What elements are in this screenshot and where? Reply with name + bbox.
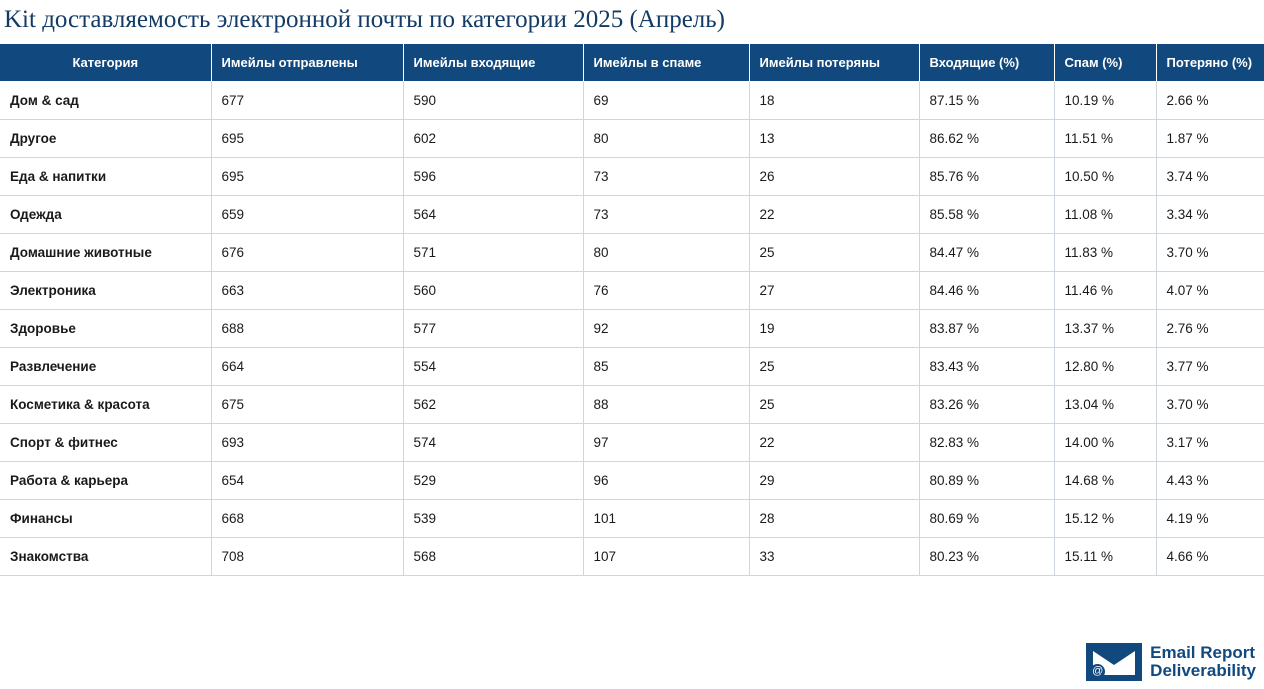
cell-category: Финансы [0,499,211,537]
table-row [0,309,1264,347]
cell-spam-percent: 11.46 % [1054,271,1156,309]
table-row [0,499,1264,537]
cell-emails-lost: 19 [749,309,919,347]
cell-emails-sent: 668 [211,499,403,537]
cell-category: Косметика & красота [0,385,211,423]
cell-inbox-percent: 80.69 % [919,499,1054,537]
cell-emails-sent: 695 [211,119,403,157]
at-symbol: @ [1092,665,1104,677]
cell-emails-spam: 73 [583,157,749,195]
cell-category: Знакомства [0,537,211,575]
cell-emails-spam: 107 [583,537,749,575]
cell-emails-inbox: 571 [403,233,583,271]
cell-emails-inbox: 539 [403,499,583,537]
cell-emails-inbox: 554 [403,347,583,385]
table-row [0,385,1264,423]
cell-lost-percent: 3.17 % [1156,423,1264,461]
cell-emails-spam: 92 [583,309,749,347]
cell-lost-percent: 1.87 % [1156,119,1264,157]
table-header-row [0,44,1264,82]
cell-spam-percent: 15.11 % [1054,537,1156,575]
column-header-emails-inbox[interactable]: Имейлы входящие [403,44,583,82]
table-row [0,157,1264,195]
cell-category: Развлечение [0,347,211,385]
cell-spam-percent: 10.50 % [1054,157,1156,195]
cell-inbox-percent: 83.43 % [919,347,1054,385]
table-row [0,119,1264,157]
cell-emails-sent: 659 [211,195,403,233]
cell-emails-sent: 693 [211,423,403,461]
cell-emails-inbox: 562 [403,385,583,423]
cell-emails-sent: 708 [211,537,403,575]
cell-lost-percent: 4.66 % [1156,537,1264,575]
footer-logo [1086,643,1256,681]
table-row [0,461,1264,499]
table-row [0,271,1264,309]
cell-emails-spam: 85 [583,347,749,385]
cell-emails-spam: 88 [583,385,749,423]
cell-emails-sent: 676 [211,233,403,271]
cell-category: Спорт & фитнес [0,423,211,461]
cell-emails-spam: 97 [583,423,749,461]
cell-emails-sent: 664 [211,347,403,385]
cell-emails-sent: 688 [211,309,403,347]
cell-emails-inbox: 560 [403,271,583,309]
cell-inbox-percent: 83.26 % [919,385,1054,423]
cell-category: Дом & сад [0,81,211,119]
cell-category: Другое [0,119,211,157]
cell-emails-inbox: 596 [403,157,583,195]
cell-inbox-percent: 84.47 % [919,233,1054,271]
column-header-category[interactable]: Категория [0,44,211,82]
cell-inbox-percent: 80.23 % [919,537,1054,575]
cell-emails-lost: 13 [749,119,919,157]
column-header-inbox-percent[interactable]: Входящие (%) [919,44,1054,82]
cell-lost-percent: 2.76 % [1156,309,1264,347]
table-row [0,233,1264,271]
page-title: Kit доставляемость электронной почты по категории 2025 (Апрель) [4,6,725,33]
email-envelope-icon [1086,643,1142,681]
cell-emails-lost: 25 [749,385,919,423]
cell-lost-percent: 2.66 % [1156,81,1264,119]
cell-lost-percent: 3.74 % [1156,157,1264,195]
cell-emails-spam: 101 [583,499,749,537]
cell-lost-percent: 3.77 % [1156,347,1264,385]
cell-emails-spam: 80 [583,233,749,271]
cell-emails-lost: 25 [749,233,919,271]
cell-category: Домашние животные [0,233,211,271]
cell-inbox-percent: 86.62 % [919,119,1054,157]
cell-emails-inbox: 529 [403,461,583,499]
cell-spam-percent: 11.51 % [1054,119,1156,157]
cell-inbox-percent: 84.46 % [919,271,1054,309]
column-header-spam-percent[interactable]: Спам (%) [1054,44,1156,82]
cell-spam-percent: 13.04 % [1054,385,1156,423]
cell-emails-sent: 654 [211,461,403,499]
cell-lost-percent: 4.43 % [1156,461,1264,499]
cell-inbox-percent: 80.89 % [919,461,1054,499]
cell-emails-lost: 22 [749,195,919,233]
cell-lost-percent: 3.34 % [1156,195,1264,233]
cell-category: Здоровье [0,309,211,347]
cell-category: Одежда [0,195,211,233]
logo-line-2: Deliverability [1150,661,1256,680]
cell-spam-percent: 11.83 % [1054,233,1156,271]
cell-spam-percent: 13.37 % [1054,309,1156,347]
cell-emails-spam: 96 [583,461,749,499]
cell-emails-lost: 28 [749,499,919,537]
table-body [0,81,1264,575]
cell-inbox-percent: 85.76 % [919,157,1054,195]
table-row [0,195,1264,233]
cell-emails-lost: 22 [749,423,919,461]
column-header-lost-percent[interactable]: Потеряно (%) [1156,44,1264,82]
cell-spam-percent: 12.80 % [1054,347,1156,385]
cell-emails-spam: 80 [583,119,749,157]
column-header-emails-lost[interactable]: Имейлы потеряны [749,44,919,82]
cell-lost-percent: 3.70 % [1156,385,1264,423]
table-header [0,44,1264,82]
cell-lost-percent: 3.70 % [1156,233,1264,271]
cell-spam-percent: 15.12 % [1054,499,1156,537]
cell-emails-sent: 677 [211,81,403,119]
cell-spam-percent: 14.68 % [1054,461,1156,499]
column-header-emails-spam[interactable]: Имейлы в спаме [583,44,749,82]
cell-inbox-percent: 85.58 % [919,195,1054,233]
deliverability-table [0,44,1264,576]
cell-emails-lost: 18 [749,81,919,119]
cell-emails-inbox: 577 [403,309,583,347]
cell-emails-lost: 25 [749,347,919,385]
cell-emails-spam: 73 [583,195,749,233]
table-row [0,423,1264,461]
cell-emails-inbox: 590 [403,81,583,119]
cell-emails-inbox: 574 [403,423,583,461]
cell-category: Работа & карьера [0,461,211,499]
cell-spam-percent: 11.08 % [1054,195,1156,233]
table-row [0,81,1264,119]
column-header-emails-sent[interactable]: Имейлы отправлены [211,44,403,82]
cell-emails-sent: 663 [211,271,403,309]
cell-category: Еда & напитки [0,157,211,195]
cell-emails-inbox: 602 [403,119,583,157]
cell-emails-inbox: 564 [403,195,583,233]
cell-emails-lost: 26 [749,157,919,195]
cell-category: Электроника [0,271,211,309]
logo-line-1: Email Report [1150,643,1256,663]
logo-wordmark [1150,644,1256,680]
cell-emails-sent: 675 [211,385,403,423]
cell-inbox-percent: 83.87 % [919,309,1054,347]
cell-inbox-percent: 87.15 % [919,81,1054,119]
cell-spam-percent: 10.19 % [1054,81,1156,119]
cell-emails-lost: 29 [749,461,919,499]
cell-inbox-percent: 82.83 % [919,423,1054,461]
table-row [0,347,1264,385]
table-row [0,537,1264,575]
cell-spam-percent: 14.00 % [1054,423,1156,461]
cell-emails-sent: 695 [211,157,403,195]
cell-emails-spam: 76 [583,271,749,309]
cell-emails-lost: 27 [749,271,919,309]
cell-emails-spam: 69 [583,81,749,119]
cell-lost-percent: 4.19 % [1156,499,1264,537]
cell-emails-inbox: 568 [403,537,583,575]
cell-lost-percent: 4.07 % [1156,271,1264,309]
cell-emails-lost: 33 [749,537,919,575]
